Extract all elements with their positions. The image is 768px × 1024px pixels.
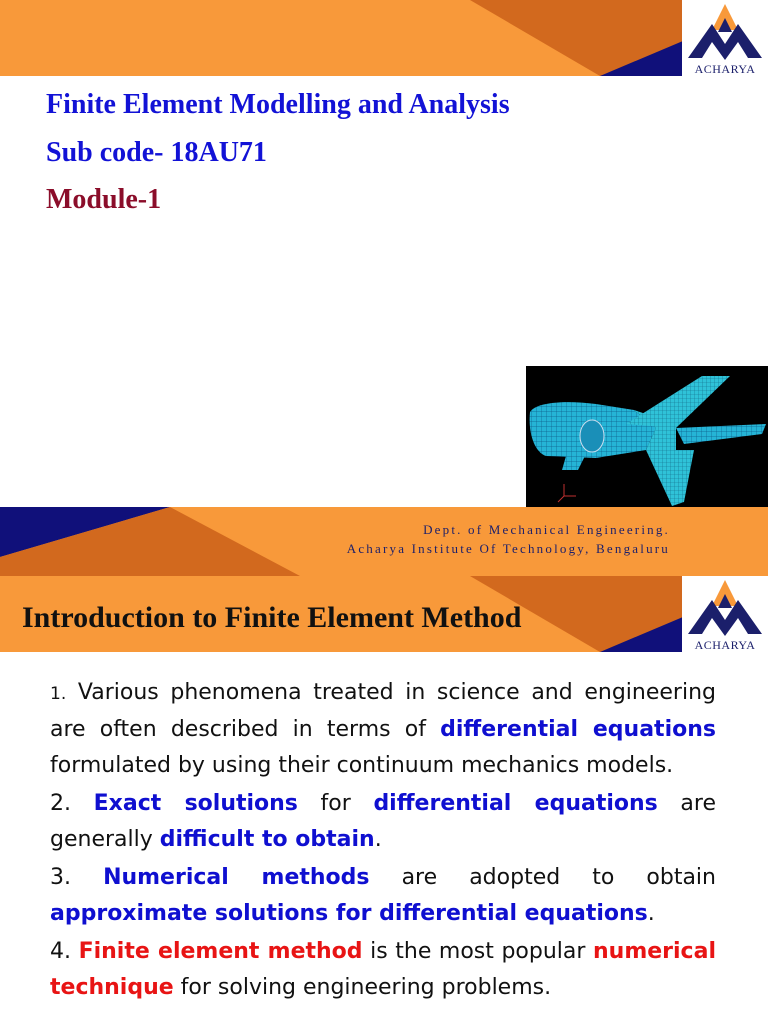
body-text	[50, 675, 716, 1008]
point-number: 3.	[50, 865, 71, 890]
slide-heading: Introduction to Finite Element Method	[22, 601, 522, 634]
highlight-term: Finite element method	[78, 939, 363, 964]
list-item	[50, 934, 716, 1006]
logo-label: ACHARYA	[694, 638, 756, 652]
point-text: is the most popular	[362, 939, 593, 964]
point-number: 1.	[50, 684, 67, 704]
point-text: are adopted to obtain	[369, 865, 716, 890]
acharya-logo	[682, 0, 768, 76]
list-item	[50, 675, 716, 784]
acharya-logo	[682, 576, 768, 652]
point-number: 4.	[50, 939, 71, 964]
list-item	[50, 860, 716, 932]
point-text: Various phenomena treated in science and engineering are often described in terms of	[50, 680, 716, 742]
course-title: Finite Element Modelling and Analysis	[46, 89, 510, 120]
point-text: for	[297, 791, 374, 816]
content-slide	[0, 576, 768, 1024]
list-item	[50, 786, 716, 858]
highlight-term: Numerical methods	[103, 865, 370, 890]
module-label: Module-1	[46, 184, 162, 215]
acharya-logo-mark-icon	[682, 0, 768, 62]
top-banner	[0, 0, 768, 76]
point-text: formulated by using their continuum mechanics models.	[50, 753, 674, 778]
point-number: 2.	[50, 791, 71, 816]
institute-line: Acharya Institute Of Technology, Bengaluru	[346, 541, 670, 556]
aircraft-fem-mesh-image	[526, 366, 768, 512]
highlight-term: Exact solutions	[93, 791, 298, 816]
subject-code: Sub code- 18AU71	[46, 137, 267, 168]
point-text: .	[374, 827, 382, 852]
highlight-term: difficult to obtain	[159, 827, 375, 852]
highlight-term: differential equations	[373, 791, 658, 816]
highlight-term: numerical technique	[50, 939, 716, 1000]
highlight-term: differential equations	[440, 717, 716, 742]
logo-label: ACHARYA	[694, 62, 756, 76]
highlight-term: approximate solutions for differential equations	[50, 901, 648, 926]
acharya-logo-mark-icon	[682, 576, 768, 638]
point-text: .	[647, 901, 655, 926]
point-text: for solving engineering problems.	[173, 975, 552, 1000]
point-text: are generally	[50, 791, 716, 852]
department-line: Dept. of Mechanical Engineering.	[423, 522, 670, 537]
